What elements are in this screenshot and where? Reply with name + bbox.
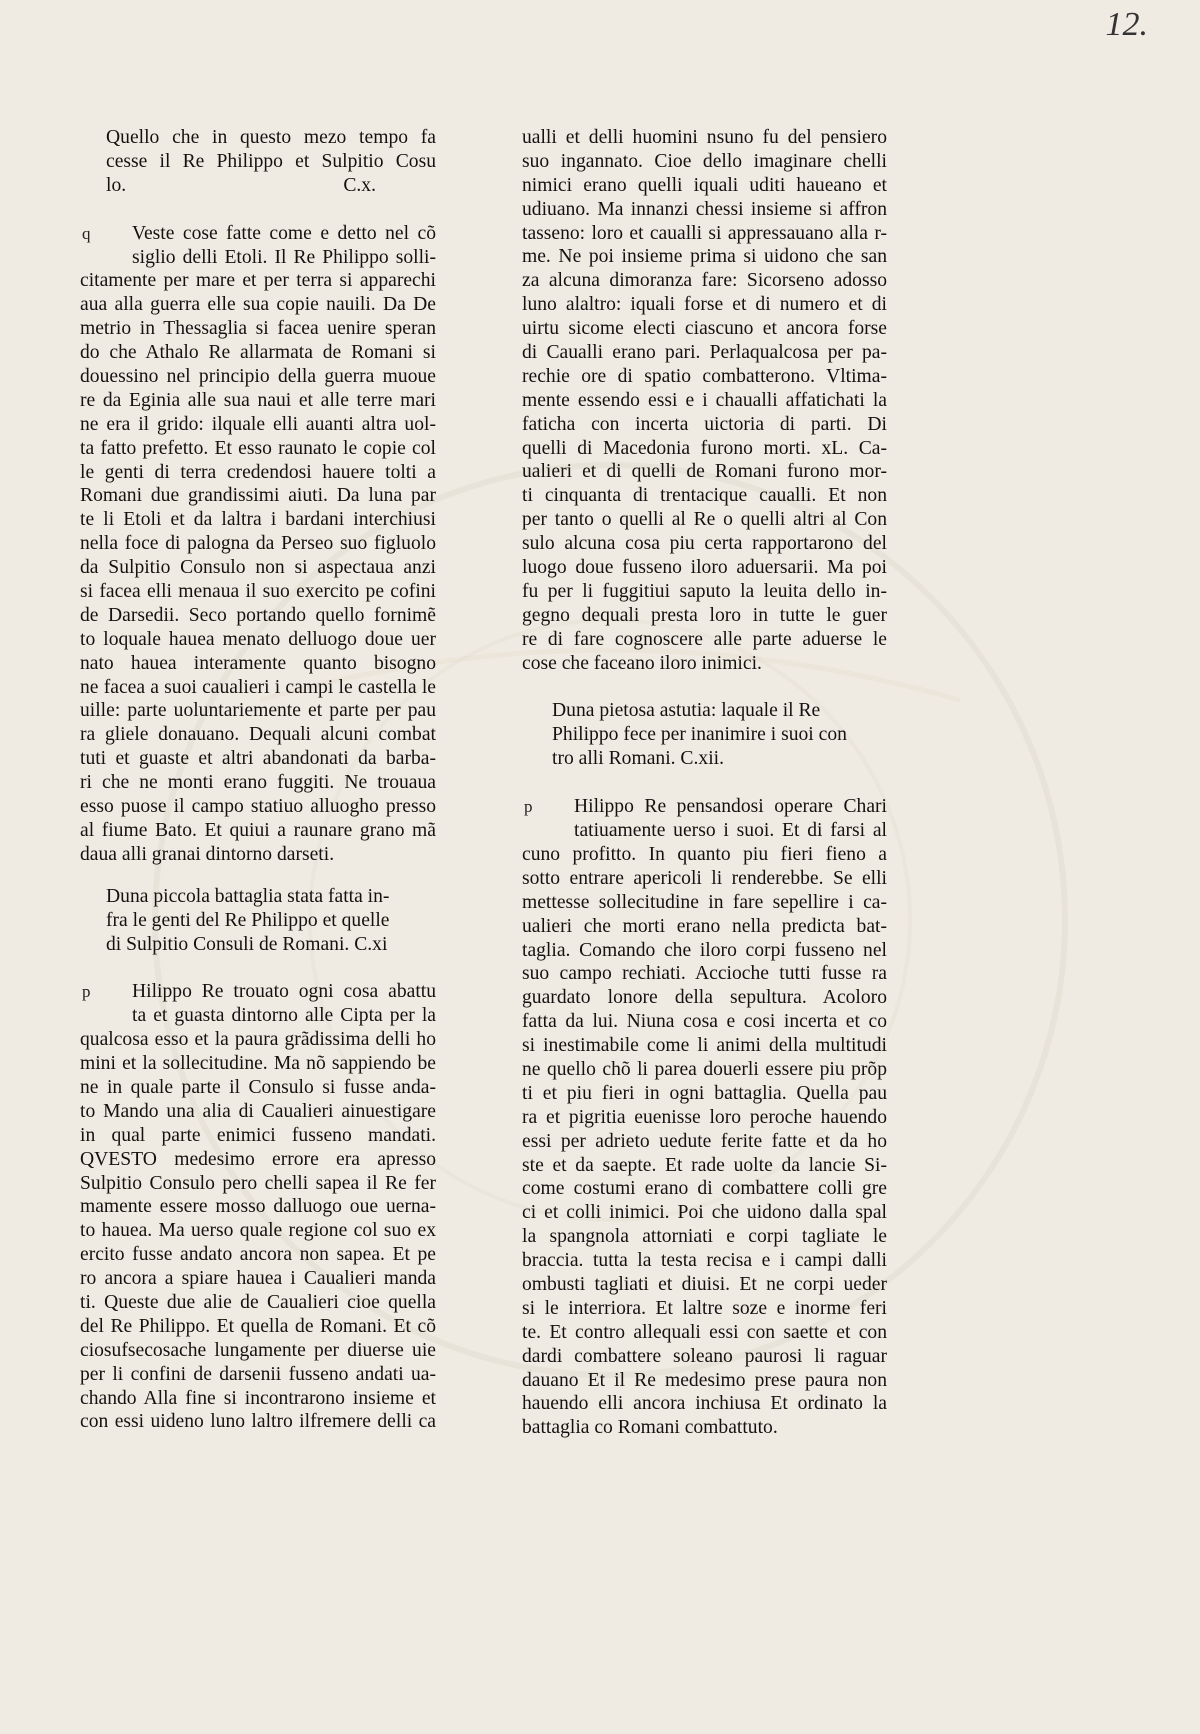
text-line: te li Etoli et da laltra i bardani interchiusi: [80, 509, 436, 531]
text-line: luogo doue fusseno iloro aduersarii. Ma poi: [522, 557, 887, 579]
text-line: ne in quale parte il Consulo si fusse anda-: [80, 1076, 436, 1098]
text-line: taglia. Comando che iloro corpi fusseno nel: [522, 939, 887, 961]
text-line: fatta da lui. Niuna cosa e cosi incerta et co: [522, 1011, 887, 1033]
chapter-number: C.x.: [343, 174, 376, 196]
text-line: Hilippo Re trouato ogni cosa abattu: [132, 981, 436, 1003]
text-line: ta fatto prefetto. Et esso raunato le copie col: [80, 437, 436, 459]
text-line: dauano Et il Re medesimo prese paura non: [522, 1369, 887, 1391]
text-line: ro ancora a spiare hauea i Caualieri manda: [80, 1268, 436, 1290]
text-line: daua alli granai dintorno darseti.: [80, 843, 335, 865]
text-line: ualli et delli huomini nsuno fu del pensiero: [522, 127, 887, 148]
guide-letter: p: [82, 982, 91, 1002]
text-line: in qual parte enimici fusseno mandati.: [80, 1124, 436, 1146]
text-line: Hilippo Re pensandosi operare Chari: [574, 796, 887, 818]
text-line: de Darsedii. Seco portando quello fornimẽ: [80, 604, 436, 626]
text-line: ra et pigritia euenisse loro peroche hauendo: [522, 1106, 887, 1128]
text-line: cuno profitto. In quanto piu fieri fieno a: [522, 843, 887, 865]
heading-line: Duna piccola battaglia stata fatta in-: [106, 885, 390, 907]
text-line: battaglia co Romani combattuto.: [522, 1417, 778, 1439]
paragraph-continuation: [522, 126, 887, 675]
text-line: ta et guasta dintorno alle Cipta per la: [132, 1005, 436, 1027]
text-line: ne quello chõ li parea douerli essere piu prõp: [522, 1058, 887, 1080]
spacer: [80, 956, 436, 980]
text-line: sulo alcuna cosa piu certa rapportarono del: [522, 533, 887, 555]
paragraph-2: [80, 980, 436, 1434]
text-line: essi per adrieto uedute ferite fatte et da ho: [522, 1130, 887, 1152]
heading-line: cesse il Re Philippo et Sulpitio Cosu: [106, 150, 436, 172]
heading-line-text: lo.: [106, 174, 127, 196]
heading-line: fra le genti del Re Philippo et quelle: [106, 909, 390, 931]
text-line: hauendo elli ancora inchiusa Et ordinato la: [522, 1393, 887, 1415]
text-line: dardi combattere soleano paurosi li raguar: [522, 1345, 887, 1367]
text-line: mente essendo essi e i chaualli affatichati la: [522, 389, 887, 411]
text-line: suo campo rechiati. Accioche tutti fusse ra: [522, 963, 887, 985]
chapter-heading-xii: [552, 699, 887, 771]
text-line: ne facea a suoi caualieri i campi le castella le: [80, 676, 436, 698]
text-line: siglio delli Etoli. Il Re Philippo solli-: [132, 246, 436, 268]
text-line: QVESTO medesimo errore era apresso: [80, 1148, 436, 1170]
text-line: di Caualli erano pari. Perlaqualcosa per pa-: [522, 342, 887, 364]
text-line: douessino nel principio della guerra muoue: [80, 366, 436, 388]
text-line: del Re Philippo. Et quella de Romani. Et cõ: [80, 1315, 436, 1337]
text-line: qualcosa esso et la paura grãdissima delli ho: [80, 1029, 436, 1051]
text-line: per li confini de darsenii fusseno andati ua-: [80, 1363, 436, 1385]
paragraph-3: [522, 795, 887, 1440]
text-line: quelli di Macedonia furono morti. xL. Ca-: [522, 437, 887, 459]
text-line: faticha con incerta uictoria di parti. Di: [522, 413, 887, 435]
text-line: citamente per mare et per terra si apparechi: [80, 270, 436, 292]
text-line: aua alla guerra elle sua copie nauili. Da De: [80, 294, 436, 316]
text-line: ti cinquanta di trentacique caualli. Et non: [522, 485, 887, 507]
text-line: ombusti tagliati et diuisi. Et ne corpi ueder: [522, 1273, 887, 1295]
text-line: te. Et contro allequali essi con saette et con: [522, 1321, 887, 1343]
text-line: re di fare cognoscere alle parte aduerse le: [522, 628, 887, 650]
text-line: mamente essere mosso dalluogo oue uerna-: [80, 1196, 436, 1218]
left-column: [80, 126, 436, 1434]
text-line: tatiuamente uerso i suoi. Et di farsi al: [574, 820, 887, 842]
text-line: ra gliele donauano. Dequali alcuni combat: [80, 724, 436, 746]
text-line: nimici erano quelli iquali uditi haueano et: [522, 174, 887, 196]
text-line: tasseno: loro et caualli si appressauano alla r-: [522, 222, 887, 244]
text-line: chando Alla fine si incontrarono insieme et: [80, 1387, 436, 1409]
text-line: re da Eginia alle sua naui et alle terre mari: [80, 389, 436, 411]
text-line: suo ingannato. Cioe dello imaginare chelli: [522, 150, 887, 172]
heading-line: tro alli Romani. C.xii.: [552, 748, 724, 770]
text-line: sotto entrare apericoli li renderebbe. Se elli: [522, 867, 887, 889]
text-line: do che Athalo Re allarmata de Romani si: [80, 342, 436, 364]
text-line: uille: parte uoluntariemente et parte per pau: [80, 700, 436, 722]
text-line: ri che ne monti erano fuggiti. Ne trouaua: [80, 772, 436, 794]
text-line: da Sulpitio Consulo non si aspectaua anzi: [80, 557, 436, 579]
text-line: si le interriora. Et laltre soze e inorme feri: [522, 1297, 887, 1319]
text-line: per tanto o quelli al Re o quelli altri al Con: [522, 509, 887, 531]
chapter-heading-xi: [106, 885, 436, 957]
text-line: guardato lonore della sepultura. Acoloro: [522, 987, 887, 1009]
spacer: [80, 867, 436, 885]
text-line: si inestimabile come li animi della multitudi: [522, 1035, 887, 1057]
text-line: ualieri che morti erano nella predicta bat-: [522, 915, 887, 937]
text-line: ciosufsecosache lungamente per diuerse uie: [80, 1339, 436, 1361]
text-line: ti et piu fieri in ogni battaglia. Quella pau: [522, 1082, 887, 1104]
text-line: to loquale hauea menato delluogo doue uer: [80, 628, 436, 650]
text-line: braccia. tutta la testa recisa e i campi dalli: [522, 1250, 887, 1272]
heading-line: Duna pietosa astutia: laquale il Re: [552, 700, 821, 722]
text-line: uirtu sicome electi ciascuno et ancora forse: [522, 318, 887, 340]
heading-line: [106, 174, 376, 198]
text-line: ualieri et di quelli de Romani furono mor-: [522, 461, 887, 483]
text-line: me. Ne poi insieme prima si uidono che san: [522, 246, 887, 268]
text-line: come costumi erano di combattere colli gre: [522, 1178, 887, 1200]
text-line: si facea elli menaua il suo exercito pe cofini: [80, 581, 436, 603]
chapter-heading-x: [106, 126, 436, 198]
text-line: le genti di terra credendosi hauere tolti a: [80, 461, 436, 483]
text-line: to hauea. Ma uerso quale regione col suo ex: [80, 1220, 436, 1242]
text-line: ti. Queste due alie de Caualieri cioe quella: [80, 1291, 436, 1313]
text-line: luno alaltro: iquali forse et di numero et di: [522, 294, 887, 316]
folio-number: 12.: [1105, 6, 1148, 43]
text-line: Romani due grandissimi aiuti. Da luna par: [80, 485, 436, 507]
paragraph-1: [80, 222, 436, 867]
text-line: nato hauea interamente quanto bisogno: [80, 652, 436, 674]
text-line: la spangnola attorniati e corpi tagliate le: [522, 1226, 887, 1248]
text-line: metrio in Thessaglia si facea uenire speran: [80, 318, 436, 340]
text-line: con essi uideno luno laltro ilfremere delli ca: [80, 1411, 436, 1433]
guide-letter: q: [82, 223, 91, 243]
text-line: Sulpitio Consulo pero chelli sapea il Re fer: [80, 1172, 436, 1194]
text-line: cose che faceano iloro inimici.: [522, 652, 762, 674]
heading-line: Philippo fece per inanimire i suoi con: [552, 724, 847, 746]
text-line: al fiume Bato. Et quiui a raunare grano mã: [80, 819, 436, 841]
text-line: mettesse sollecitudine in fare sepellire i ca-: [522, 891, 887, 913]
text-line: ci et colli inimici. Poi che uidono dalla spal: [522, 1202, 887, 1224]
spacer: [522, 771, 887, 795]
text-line: to Mando una alia di Caualieri ainuestigare: [80, 1100, 436, 1122]
text-line: gegno dequali presta loro in tutte le guer: [522, 604, 887, 626]
guide-letter: p: [524, 797, 533, 817]
text-line: Veste cose fatte come e detto nel cõ: [132, 222, 436, 244]
text-line: fu per li fuggitiui saputo la leuita dello in-: [522, 580, 887, 602]
text-line: mini et la sollecitudine. Ma nõ sappiendo be: [80, 1053, 436, 1075]
text-line: za alcuna dimoranza fare: Sicorseno adosso: [522, 270, 887, 292]
text-line: ercito fusse andato ancora non sapea. Et pe: [80, 1244, 436, 1266]
spacer: [80, 198, 436, 222]
text-line: tuti et guaste et altri abandonati da barba-: [80, 748, 436, 770]
text-line: esso puose il campo statiuo alluogho presso: [80, 796, 436, 818]
text-line: nella foce di palogna da Perseo suo figluolo: [80, 533, 436, 555]
heading-line: di Sulpitio Consuli de Romani. C.xi: [106, 933, 388, 955]
text-line: udiuano. Ma innanzi chessi insieme si affron: [522, 198, 887, 220]
spacer: [522, 675, 887, 699]
text-line: ste et da saepte. Et rade uolte da lancie Si-: [522, 1154, 887, 1176]
text-line: ne era il grido: ilquale elli auanti altra uol-: [80, 413, 436, 435]
right-column: [522, 126, 887, 1440]
heading-line: Quello che in questo mezo tempo fa: [106, 127, 436, 148]
text-line: rechie ore di spatio combatterono. Vltima-: [522, 365, 887, 387]
